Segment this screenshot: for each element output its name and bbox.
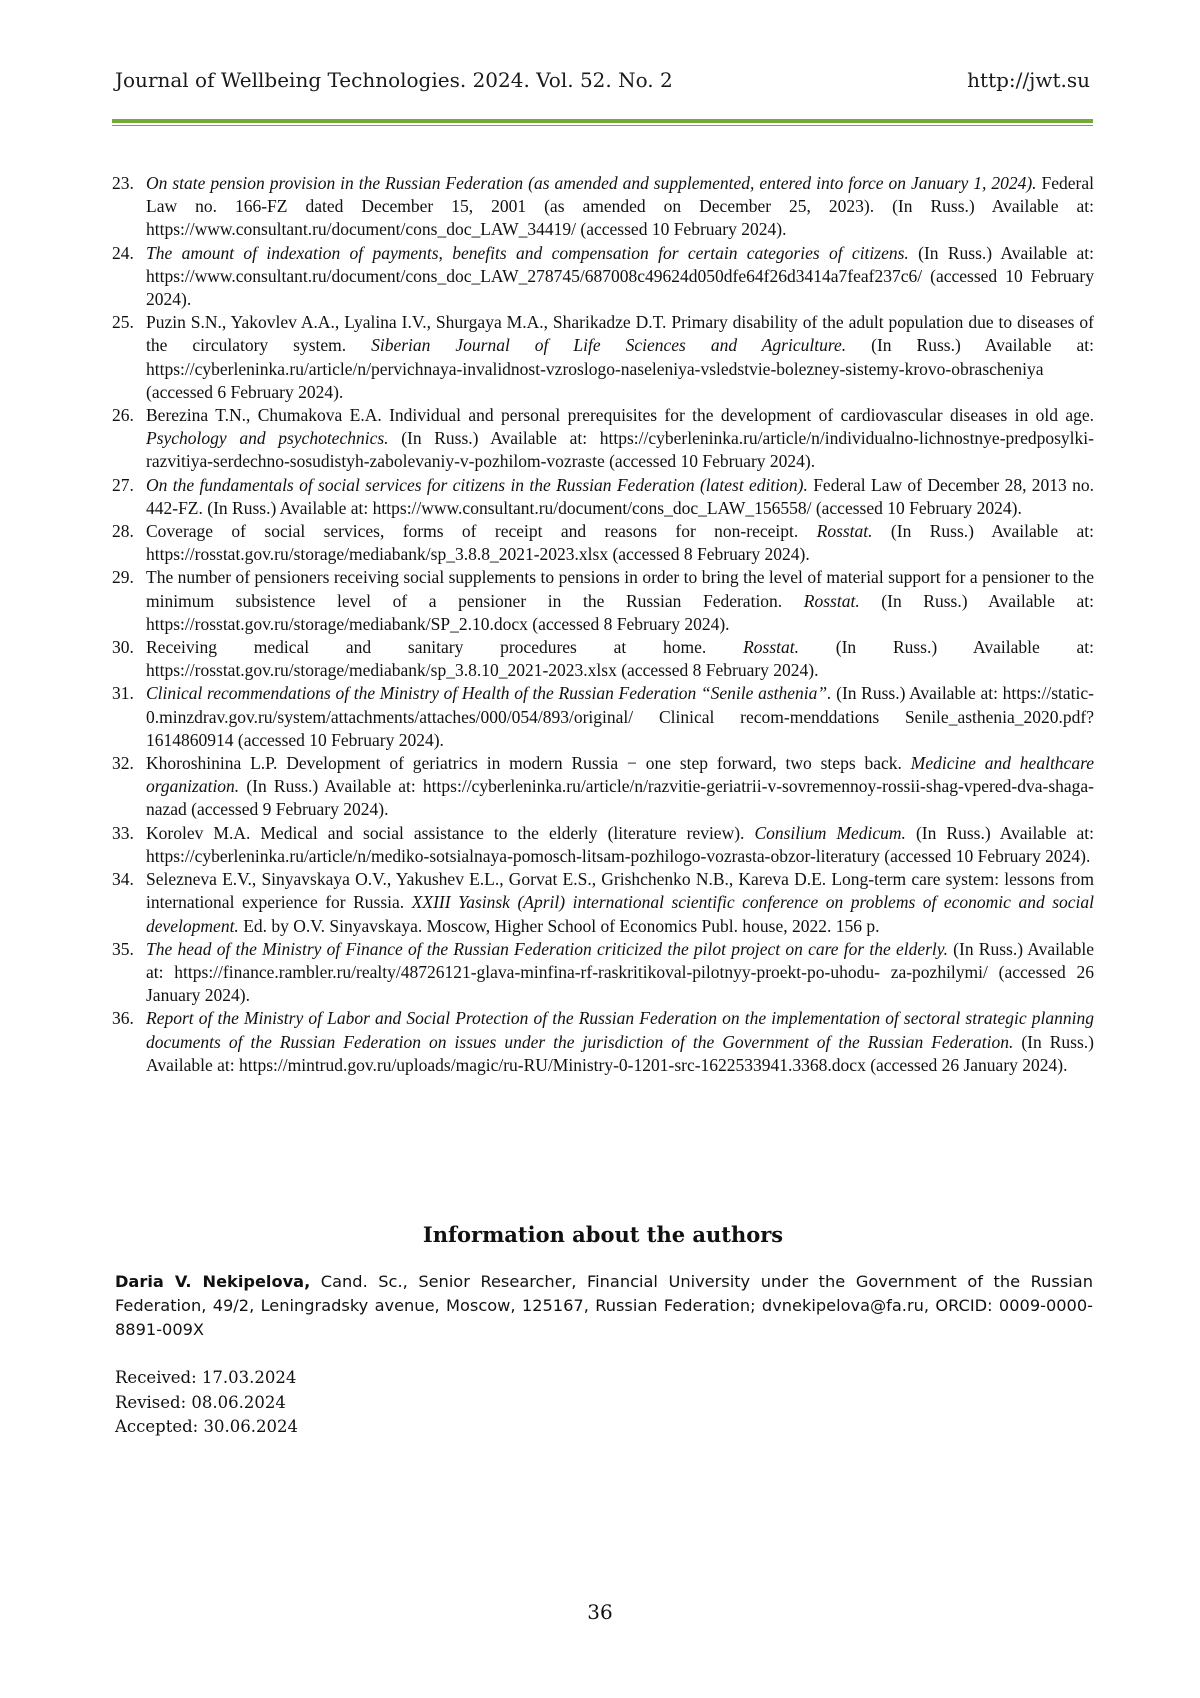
reference-item <box>112 520 1094 566</box>
reference-item <box>112 1007 1094 1077</box>
reference-text <box>146 682 1094 752</box>
reference-details: (In Russ.) Available at: https://static-0.minzdrav.gov.ru/system/attachments/attaches/000/054/893/original/ Clinical recom-menddations Senile_asthenia_2020.pdf?1614860914 (accessed 10 February 2024). <box>146 683 1094 750</box>
author-details: Cand. Sc., Senior Researcher, Financial University under the Government of the Russian Federation, 49/2, Leningradsky avenue, Moscow, 125167, Russian Federation; dvnekipelova@fa.ru, ORCID: 0009-0000-8891-009X <box>115 1272 1093 1339</box>
reference-item <box>112 752 1094 822</box>
reference-source: Psychology and psychotechnics. <box>146 428 389 449</box>
received-date: Received: 17.03.2024 <box>115 1368 297 1387</box>
reference-number: 35. <box>112 938 134 959</box>
reference-source: Consilium Medicum. <box>754 822 906 843</box>
reference-number: 31. <box>112 683 134 704</box>
reference-authors-title: Khoroshinina L.P. Development of geriatrics in modern Russia − one step forward, two steps back. <box>146 753 911 774</box>
reference-text <box>146 172 1094 242</box>
author-entry <box>115 1270 1093 1342</box>
reference-details: Federal Law of December 28, 2013 no. 442-FZ. (In Russ.) Available at: https://www.consultant.ru/document/cons_doc_LAW_156558/ (accessed 10 February 2024). <box>146 474 1095 518</box>
reference-item <box>112 404 1094 474</box>
reference-details: Ed. by O.V. Sinyavskaya. Moscow, Higher School of Economics Publ. house, 2022. 156 p. <box>238 915 880 936</box>
reference-text <box>146 636 1094 682</box>
reference-number: 33. <box>112 822 134 843</box>
journal-url[interactable]: http://jwt.su <box>967 68 1090 92</box>
reference-details: (In Russ.) Available at: https://cyberleninka.ru/article/n/pervichnaya-invalidnost-vzroslogo-naseleniya-vsledstvie-bolezney-sistemy-krovo-obrascheniya (accessed 6 February 2024). <box>146 335 1094 402</box>
reference-item <box>112 311 1094 404</box>
reference-number: 25. <box>112 312 134 333</box>
reference-authors-title: Coverage of social services, forms of receipt and reasons for non-receipt. <box>146 521 817 542</box>
reference-text <box>146 404 1094 474</box>
reference-title: On the fundamentals of social services for citizens in the Russian Federation (latest edition). <box>146 474 808 495</box>
reference-details: (In Russ.) Available at: https://rosstat.gov.ru/storage/mediabank/SP_2.10.docx (accessed 8 February 2024). <box>146 590 1095 634</box>
reference-item <box>112 868 1094 938</box>
reference-source: Medicine and healthcare organization. <box>146 753 1094 797</box>
reference-authors-title: Berezina T.N., Chumakova E.A. Individual and personal prerequisites for the development of cardiovascular diseases in old age. <box>146 405 1094 426</box>
reference-text <box>146 566 1094 636</box>
reference-item <box>112 822 1094 868</box>
reference-details: (In Russ.) Available at: https://rosstat.gov.ru/storage/mediabank/sp_3.8.8_2021-2023.xlsx (accessed 8 February 2024). <box>146 521 1094 565</box>
reference-source: Rosstat. <box>816 521 873 542</box>
reference-authors-title: Receiving medical and sanitary procedures at home. <box>146 637 744 658</box>
reference-authors-title: The number of pensioners receiving social supplements to pensions in order to bring the level of material support for a pensioner to the minimum subsistence level of a pensioner in the Russian Federation. <box>146 567 1094 611</box>
reference-number: 28. <box>112 521 134 542</box>
reference-text <box>146 474 1094 520</box>
reference-number: 32. <box>112 753 134 774</box>
reference-item <box>112 636 1094 682</box>
reference-authors-title: Puzin S.N., Yakovlev A.A., Lyalina I.V., Shurgaya M.A., Sharikadze D.T. Primary disability of the adult population due to diseases of the circulatory system. <box>146 312 1094 356</box>
reference-text <box>146 520 1094 566</box>
author-name: Daria V. Nekipelova, <box>115 1272 311 1291</box>
reference-number: 24. <box>112 242 134 263</box>
reference-list <box>112 172 1094 1077</box>
reference-title: Report of the Ministry of Labor and Social Protection of the Russian Federation on the implementation of sectoral strategic planning documents of the Russian Federation on issues under the jurisdiction of the Government of the Russian Federation. <box>146 1008 1094 1052</box>
reference-source: XXIII Yasinsk (April) international scientific conference on problems of economic and social development. <box>146 892 1095 936</box>
reference-title: The amount of indexation of payments, benefits and compensation for certain categories of citizens. <box>146 242 909 263</box>
reference-item <box>112 938 1094 1008</box>
reference-title: The head of the Ministry of Finance of the Russian Federation criticized the pilot project on care for the elderly. <box>146 938 948 959</box>
running-header <box>115 68 1090 92</box>
reference-number: 26. <box>112 405 134 426</box>
page-number: 36 <box>587 1600 613 1624</box>
header-rule-thick <box>112 119 1093 123</box>
reference-details: Federal Law no. 166-FZ dated December 15, 2001 (as amended on December 25, 2023). (In Russ.) Available at: https://www.consultant.ru/document/cons_doc_LAW_34419/ (accessed 10 February 2024). <box>146 173 1094 240</box>
reference-text <box>146 822 1094 868</box>
journal-title: Journal of Wellbeing Technologies. 2024. Vol. 52. No. 2 <box>115 68 673 92</box>
reference-text <box>146 938 1094 1008</box>
reference-source: Siberian Journal of Life Sciences and Agriculture. <box>371 335 847 356</box>
reference-number: 27. <box>112 474 134 495</box>
reference-source: Rosstat. <box>803 590 860 611</box>
reference-details: (In Russ.) Available at: https://finance.rambler.ru/realty/48726121-glava-minfina-rf-raskritikoval-pilotnyy-proekt-po-uhodu- za-pozhilymi/ (accessed 26 January 2024). <box>146 938 1094 1006</box>
reference-details: (In Russ.) Available at: https://cyberleninka.ru/article/n/mediko-sotsialnaya-pomosch-litsam-pozhilogo-vozrasta-obzor-literatury (accessed 10 February 2024). <box>146 822 1094 866</box>
reference-details: (In Russ.) Available at: https://rosstat.gov.ru/storage/mediabank/sp_3.8.10_2021-2023.xlsx (accessed 8 February 2024). <box>146 637 1095 681</box>
reference-text <box>146 1007 1094 1077</box>
reference-text <box>146 311 1094 404</box>
reference-item <box>112 682 1094 752</box>
reference-number: 29. <box>112 567 134 588</box>
reference-item <box>112 474 1094 520</box>
reference-details: (In Russ.) Available at: https://www.consultant.ru/document/cons_doc_LAW_278745/687008c49624d050dfe64f26d3414a7feaf237c6/ (accessed 10 February 2024). <box>146 242 1094 310</box>
reference-source: Rosstat. <box>743 637 799 658</box>
reference-details: (In Russ.) Available at: https://cyberleninka.ru/article/n/individualno-lichnostnye-predposylki-razvitiya-serdechno-sosudistyh-zabolevaniy-v-pozhilom-vozraste (accessed 10 February 2024). <box>146 428 1094 472</box>
reference-number: 36. <box>112 1008 134 1029</box>
reference-item <box>112 172 1094 242</box>
authors-heading: Information about the authors <box>422 1222 784 1247</box>
reference-number: 30. <box>112 637 134 658</box>
reference-item <box>112 242 1094 312</box>
reference-authors-title: Selezneva E.V., Sinyavskaya O.V., Yakushev E.L., Gorvat E.S., Grishchenko N.B., Kareva D.E. Long-term care system: lessons from international experience for Russia. <box>146 869 1094 913</box>
reference-item <box>112 566 1094 636</box>
reference-authors-title: Korolev M.A. Medical and social assistance to the elderly (literature review). <box>146 822 755 843</box>
header-rule-thin <box>112 125 1093 126</box>
reference-title: Clinical recommendations of the Ministry of Health of the Russian Federation “Senile asthenia”. <box>146 683 832 704</box>
accepted-date: Accepted: 30.06.2024 <box>115 1417 298 1436</box>
reference-number: 23. <box>112 173 134 193</box>
reference-details: (In Russ.) Available at: https://cyberleninka.ru/article/n/razvitie-geriatrii-v-sovremennoy-rossii-shag-vpered-dva-shaga-nazad (accessed 9 February 2024). <box>146 776 1094 820</box>
reference-text <box>146 752 1094 822</box>
reference-number: 34. <box>112 869 134 890</box>
revised-date: Revised: 08.06.2024 <box>115 1392 286 1412</box>
reference-text <box>146 868 1094 938</box>
reference-details: (In Russ.) Available at: https://mintrud.gov.ru/uploads/magic/ru-RU/Ministry-0-1201-src-1622533941.3368.docx (accessed 26 January 2024). <box>146 1031 1094 1075</box>
reference-title: On state pension provision in the Russian Federation (as amended and supplemented, entered into force on January 1, 2024). <box>146 173 1037 193</box>
article-dates <box>115 1366 298 1440</box>
reference-text <box>146 242 1094 312</box>
